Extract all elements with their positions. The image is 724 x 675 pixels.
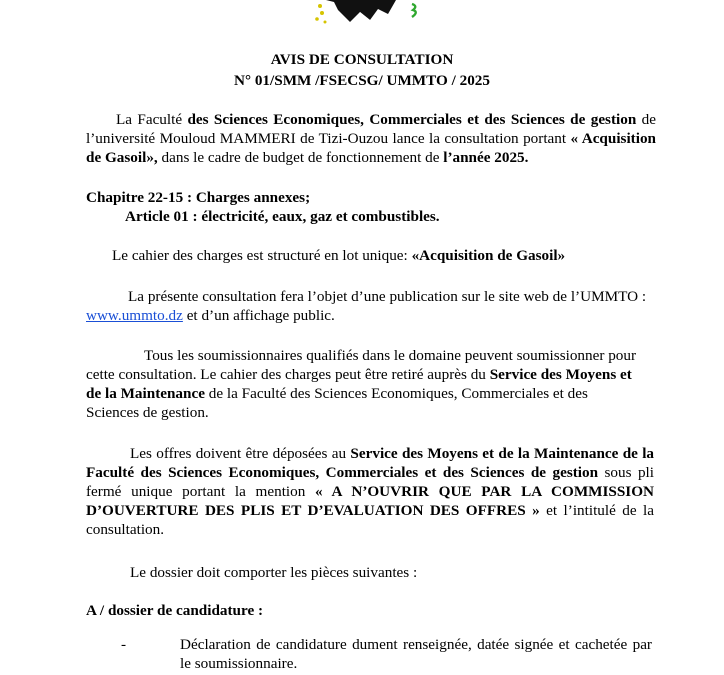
lot-text: Le cahier des charges est structuré en lot unique: <box>112 247 412 264</box>
section-a-heading: A / dossier de candidature : <box>86 602 264 619</box>
lot-bold: «Acquisition de Gasoil» <box>411 247 566 264</box>
chapter-line: Chapitre 22-15 : Charges annexes; <box>86 189 311 206</box>
intro-paragraph <box>86 110 656 167</box>
logo-dot <box>320 11 324 15</box>
offers-text-1: Les offres doivent être déposées au <box>130 445 351 462</box>
intro-text-1: La Faculté <box>116 111 188 128</box>
offers-text-2: sous pli fermé unique portant la mention <box>86 464 655 500</box>
intro-text-2: de l’université Mouloud MAMMERI de Tizi-Ouzou lance la consultation portant <box>86 111 656 147</box>
service-name-bold: Service des Moyens et de la Maintenance <box>86 366 632 402</box>
publication-text-1: La présente consultation fera l’objet d’une publication sur le site web de l’UMMTO : <box>128 288 647 305</box>
bidders-text-2: de la Faculté des Sciences Economiques, Commerciales et des Sciences de gestion. <box>86 385 588 421</box>
intro-text-3: dans le cadre de budget de fonctionnement de <box>157 149 444 166</box>
lot-paragraph <box>112 246 712 265</box>
subject-bold: « Acquisition de Gasoil», <box>86 130 656 166</box>
logo-dot <box>318 4 322 8</box>
logo-dot <box>324 21 327 24</box>
list-dash: - <box>121 636 127 653</box>
university-logo <box>308 0 428 28</box>
dossier-intro: Le dossier doit comporter les pièces suivantes : <box>130 564 418 581</box>
website-link[interactable]: www.ummto.dz <box>86 307 183 324</box>
offers-service-bold: Service des Moyens et de la Maintenance de la Faculté des Sciences Economiques, Commerciales et des Sciences de gestion <box>86 445 655 481</box>
offers-mention-bold: « A N’OUVRIR QUE PAR LA COMMISSION D’OUVERTURE DES PLIS ET D’EVALUATION DES OFFRES » <box>86 483 654 519</box>
logo-dot <box>315 17 319 21</box>
offers-text-3: et l’intitulé de la consultation. <box>86 502 654 538</box>
faculty-name: des Sciences Economiques, Commerciales et des Sciences de gestion <box>187 111 637 128</box>
article-line: Article 01 : électricité, eaux, gaz et combustibles. <box>125 208 440 225</box>
publication-paragraph <box>86 287 656 325</box>
doc-reference: N° 01/SMM /FSECSG/ UMMTO / 2025 <box>234 72 490 89</box>
bidders-paragraph <box>86 346 638 422</box>
bidders-text-1: Tous les soumissionnaires qualifiés dans le domaine peuvent soumissionner pour cette consultation. Le cahier des charges peut être retiré auprès du <box>86 347 637 383</box>
list-item-candidature: Déclaration de candidature dument renseignée, datée signée et cachetée par le soumissionnaire. <box>180 636 652 672</box>
publication-text-2: et d’un affichage public. <box>182 307 335 324</box>
year-bold: l’année 2025. <box>443 149 529 166</box>
offers-paragraph <box>86 444 654 539</box>
doc-title: AVIS DE CONSULTATION <box>270 51 454 68</box>
